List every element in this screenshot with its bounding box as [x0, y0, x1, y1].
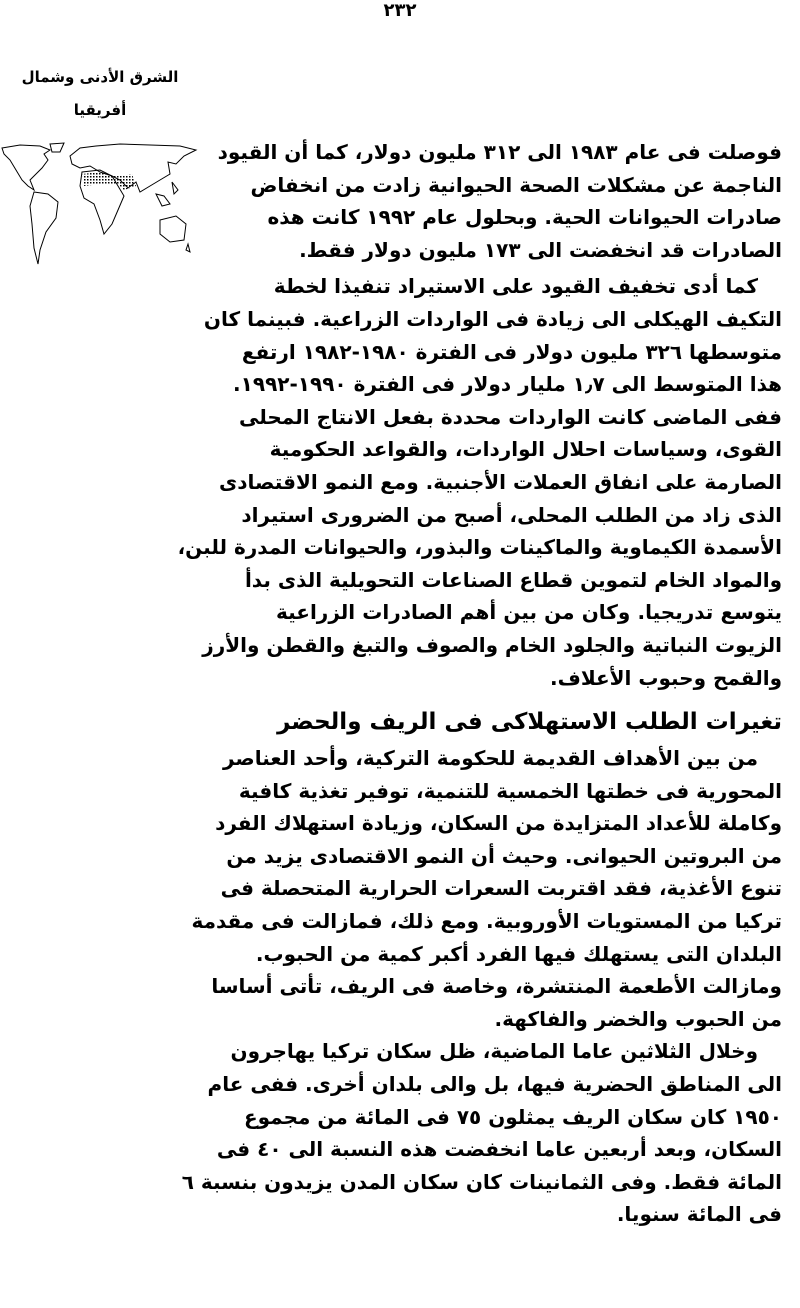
text-line: الزيوت النباتية والجلود الخام والصوف والتبغ والقطن والأرز: [202, 632, 782, 657]
text-line: من الحبوب والخضر والفاكهة.: [494, 1006, 782, 1031]
main-text: [177, 136, 782, 1231]
text-line: الناجمة عن مشكلات الصحة الحيوانية زادت من انخفاض: [250, 172, 782, 197]
sidebar-title: الشرق الأدنى وشمال: [21, 68, 179, 86]
text-line: المحورية فى خطتها الخمسية للتنمية، توفير تغذية كافية: [238, 778, 782, 803]
text-line: القوى، وسياسات احلال الواردات، والقواعد الحكومية: [269, 437, 782, 462]
text-line: الصادرات قد انخفضت الى ١٧٣ مليون دولار فقط.: [299, 237, 782, 262]
text-line: فوصلت فى عام ١٩٨٣ الى ٣١٢ مليون دولار، كما أن القيود: [217, 140, 782, 164]
text-line: تنوع الأغذية، فقد اقتربت السعرات الحرارية المتحصلة فى: [220, 876, 782, 901]
text-line: وخلال الثلاثين عاما الماضية، ظل سكان تركيا يهاجرون: [230, 1039, 758, 1064]
page-number: ٢٣٢: [383, 0, 417, 21]
text-line: والمواد الخام لتموين قطاع الصناعات التحويلية الذى بدأ: [244, 567, 782, 592]
text-line: صادرات الحيوانات الحية. وبحلول عام ١٩٩٢ كانت هذه: [267, 205, 782, 230]
world-map-icon: [0, 140, 200, 275]
paragraph: [217, 136, 782, 266]
section-heading: تغيرات الطلب الاستهلاكى فى الريف والحضر: [277, 709, 782, 736]
text-line: التكيف الهيكلى الى زيادة فى الواردات الزراعية. فبينما كان: [203, 306, 782, 331]
text-line: من بين الأهداف القديمة للحكومة التركية، وأحد العناصر: [222, 746, 758, 771]
text-line: الأسمدة الكيماوية والماكينات والبذور، والحيوانات المدرة للبن،: [177, 535, 782, 560]
text-line: الى المناطق الحضرية فيها، بل والى بلدان أخرى. ففى عام: [207, 1072, 782, 1097]
text-line: وكاملة للأعداد المتزايدة من السكان، وزيادة استهلاك الفرد: [215, 811, 782, 836]
text-line: المائة فقط. وفى الثمانينات كان سكان المدن يزيدون بنسبة ٦: [181, 1169, 782, 1194]
paragraph: [181, 1035, 782, 1231]
text-line: والقمح وحبوب الأعلاف.: [549, 665, 782, 690]
text-line: ١٩٥٠ كان سكان الريف يمثلون ٧٥ فى المائة من مجموع: [243, 1104, 782, 1129]
text-line: الذى زاد من الطلب المحلى، أصبح من الضرورى استيراد: [241, 502, 782, 527]
text-line: السكان، وبعد أربعين عاما انخفضت هذه النسبة الى ٤٠ فى: [216, 1137, 782, 1162]
text-line: تركيا من المستويات الأوروبية. ومع ذلك، فمازالت فى مقدمة: [191, 909, 782, 934]
text-line: يتوسع تدريجيا. وكان من بين أهم الصادرات الزراعية: [276, 600, 782, 625]
text-line: من البروتين الحيوانى. وحيث أن النمو الاقتصادى يزيد من: [226, 843, 782, 868]
text-line: ففى الماضى كانت الواردات محددة بفعل الانتاج المحلى: [238, 404, 782, 429]
text-line: البلدان التى يستهلك فيها الفرد أكبر كمية من الحبوب.: [255, 941, 782, 966]
text-line: الصارمة على انفاق العملات الأجنبية. ومع النمو الاقتصادى: [218, 469, 782, 494]
paragraph: [177, 270, 782, 694]
text-line: فى المائة سنويا.: [616, 1202, 782, 1227]
text-line: هذا المتوسط الى ١٫٧ مليار دولار فى الفترة ١٩٩٠-١٩٩٢.: [233, 372, 782, 397]
text-line: كما أدى تخفيف القيود على الاستيراد تنفيذا لخطة: [273, 274, 758, 299]
sidebar-subtitle: أفريقيا: [73, 101, 127, 119]
text-line: متوسطها ٣٢٦ مليون دولار فى الفترة ١٩٨٠-١٩٨٢ ارتفع: [241, 339, 782, 364]
text-line: ومازالت الأطعمة المنتشرة، وخاصة فى الريف، تأتى أساسا: [211, 974, 782, 999]
paragraph: [191, 742, 782, 1035]
